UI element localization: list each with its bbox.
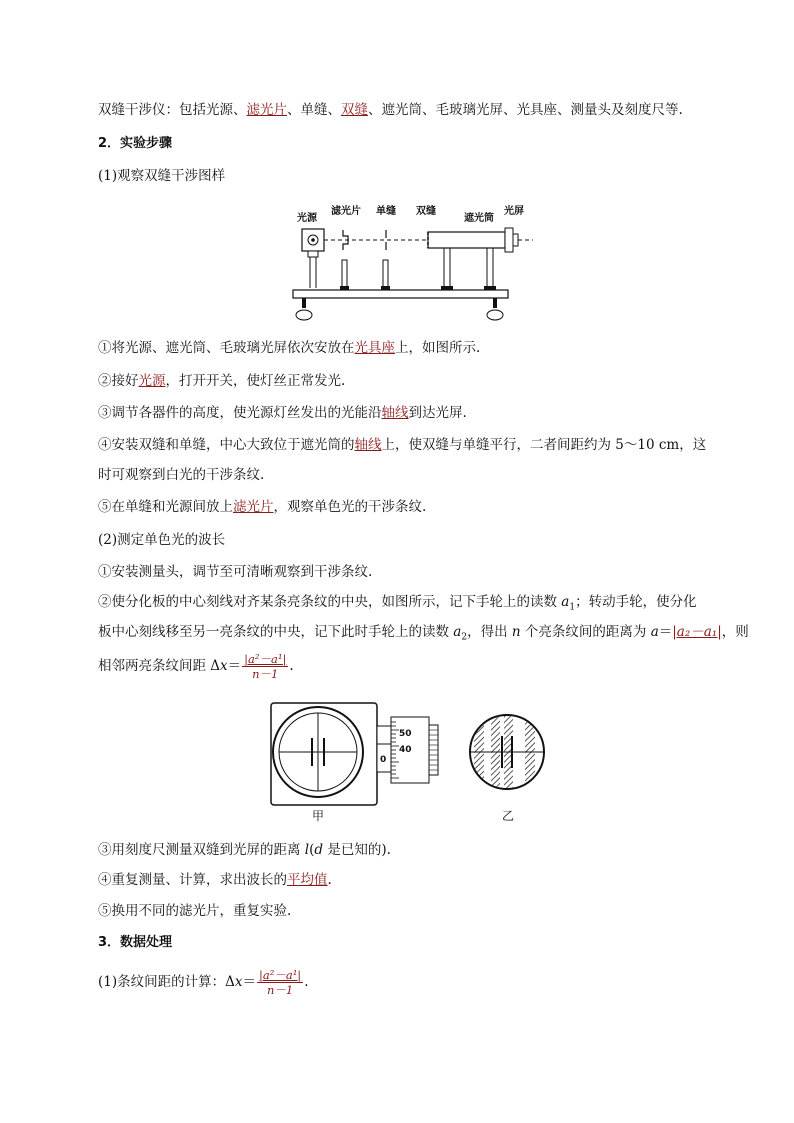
fringe-spacing-fraction: $\frac{\text{|a²－a¹|}}{n-1}$ (244, 652, 287, 681)
step-4: ④安装双缝和单缝，中心大致位于遮光筒的轴线上，使双缝与单缝平行，二者间距约为 5～10 cm，这 (98, 437, 707, 453)
figure-label-jia: 甲 (312, 809, 325, 823)
fringe-spacing-fraction-2: $\frac{\text{|a²－a¹|}}{n-1}$ (259, 968, 302, 997)
intro-text: 、遮光筒、毛玻璃光屏、光具座、测量头及刻度尺等. (368, 102, 683, 118)
step-2: ②接好光源，打开开关，使灯丝正常发光. (98, 373, 346, 389)
tick-50: 50 (399, 729, 412, 739)
label-light-source: 光源 (297, 213, 317, 224)
measure-1: ①安装测量头，调节至可清晰观察到干涉条纹. (98, 564, 373, 580)
figure-label-yi: 乙 (502, 809, 515, 823)
label-filter: 滤光片 (331, 206, 361, 217)
section-title-data: 3．数据处理 (98, 935, 173, 950)
subsection-observe: (1)观察双缝干涉图样 (98, 168, 226, 184)
filter-answer: 滤光片 (246, 102, 287, 118)
label-hood: 遮光筒 (464, 213, 494, 224)
label-double-slit: 双缝 (416, 206, 436, 217)
data-processing-1: (1)条纹间距的计算：Δx＝ $\frac{\text{|a²－a¹|}}{n-1}$ . (98, 968, 309, 997)
bench-answer: 光具座 (354, 340, 395, 356)
intro-text: 、单缝、 (287, 102, 341, 118)
measure-2-cont: 板中心刻线移至另一亮条纹的中央，记下此时手轮上的读数 $a_2$，得出 n 个亮条纹间的距离为 a＝|a₂－a₁|，则 (98, 624, 749, 643)
subsection-measure: (2)测定单色光的波长 (98, 532, 226, 548)
axis-answer: 轴线 (381, 405, 409, 421)
intro-paragraph (98, 100, 683, 120)
measure-5: ⑤换用不同的滤光片，重复实验. (98, 903, 292, 919)
measure-2: ②使分化板的中心刻线对齐某条亮条纹的中央，如图所示，记下手轮上的读数 $a_1$；转动手轮，使分化 (98, 594, 697, 613)
tick-0: 0 (380, 755, 387, 765)
step-1: ①将光源、遮光筒、毛玻璃光屏依次安放在光具座上，如图所示. (98, 340, 481, 356)
distance-answer: |a₂－a₁| (672, 624, 722, 640)
measure-4: ④重复测量、计算，求出波长的平均值. (98, 872, 332, 888)
double-slit-answer: 双缝 (341, 102, 368, 118)
average-answer: 平均值 (287, 872, 328, 888)
step-4-cont: 时可观察到白光的干涉条纹. (98, 467, 265, 483)
measurement-head-figure (266, 700, 566, 830)
intro-text: 双缝干涉仪：包括光源、 (98, 102, 247, 118)
step-3: ③调节各器件的高度，使光源灯丝发出的光能沿轴线到达光屏. (98, 405, 467, 421)
light-answer: 光源 (138, 373, 166, 389)
step-5: ⑤在单缝和光源间放上滤光片，观察单色光的干涉条纹. (98, 499, 427, 515)
measure-3: ③用刻度尺测量双缝到光屏的距离 l(d 是已知的). (98, 842, 391, 858)
filter-answer-2: 滤光片 (233, 499, 274, 515)
tick-40: 40 (399, 745, 412, 755)
label-screen: 光屏 (504, 206, 524, 217)
label-single-slit: 单缝 (376, 206, 396, 217)
optical-bench-figure (288, 200, 538, 330)
measure-2-formula: 相邻两亮条纹间距 Δx＝ $\frac{\text{|a²－a¹|}}{n-1}$ . (98, 652, 294, 681)
axis-answer-2: 轴线 (354, 437, 382, 453)
section-title-steps: 2．实验步骤 (98, 136, 173, 151)
